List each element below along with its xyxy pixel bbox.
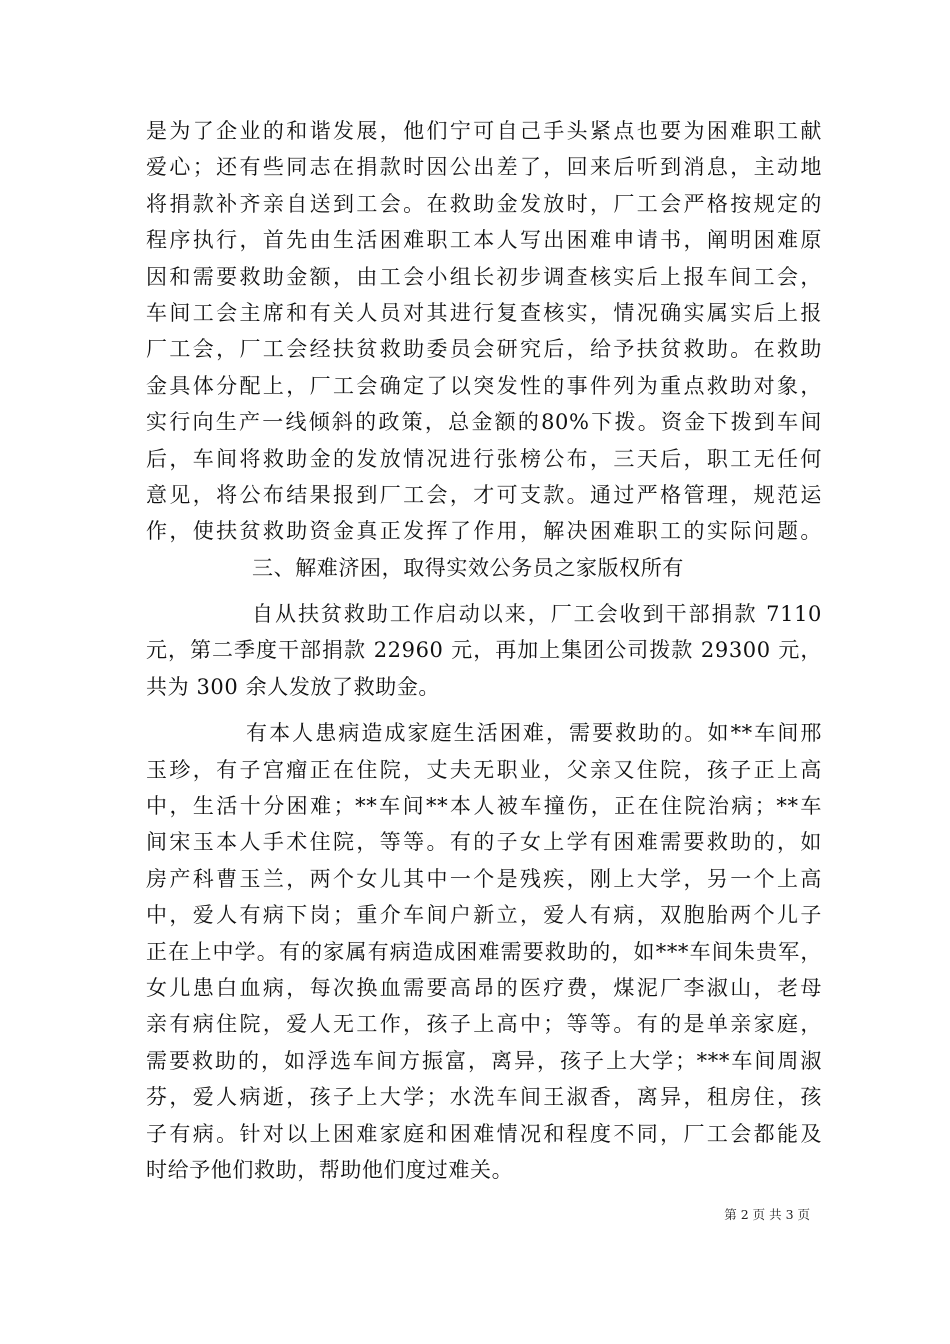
text-line: 后，车间将救助金的发放情况进行张榜公布，三天后，职工无任何	[146, 446, 822, 471]
text-line: 厂工会，厂工会经扶贫救助委员会研究后，给予扶贫救助。在救助	[146, 337, 822, 362]
text-line: 中，爱人有病下岗；重介车间户新立，爱人有病，双胞胎两个儿子	[146, 903, 822, 928]
paragraph-gap	[146, 705, 822, 715]
paragraph-relief-process	[146, 113, 822, 550]
text-line: 子有病。针对以上困难家庭和困难情况和程度不同，厂工会都能及	[146, 1121, 822, 1146]
text-line: 程序执行，首先由生活困难职工本人写出困难申请书，阐明困难原	[146, 228, 822, 253]
paragraph-gap	[146, 586, 822, 596]
text-line: 爱心；还有些同志在捐款时因公出差了，回来后听到消息，主动地	[146, 155, 822, 180]
section-heading	[146, 550, 822, 586]
section-heading-text: 三、解难济困，取得实效公务员之家版权所有	[252, 555, 684, 580]
text-line: 房产科曹玉兰，两个女儿其中一个是残疾，刚上大学，另一个上高	[146, 866, 822, 891]
text-line: 将捐款补齐亲自送到工会。在救助金发放时，厂工会严格按规定的	[146, 191, 822, 216]
text-line: 中，生活十分困难；**车间**本人被车撞伤，正在住院治病；**车	[146, 794, 822, 819]
text-line: 元，第二季度干部捐款 22960 元，再加上集团公司拨款 29300 元，	[146, 638, 822, 663]
text-line: 作，使扶贫救助资金真正发挥了作用，解决困难职工的实际问题。	[146, 519, 822, 544]
text-line: 意见，将公布结果报到厂工会，才可支款。通过严格管理，规范运	[146, 482, 822, 507]
text-line: 车间工会主席和有关人员对其进行复查核实，情况确实属实后上报	[146, 300, 822, 325]
text-line: 亲有病住院，爱人无工作，孩子上高中；等等。有的是单亲家庭，	[146, 1012, 822, 1037]
text-line: 芬，爱人病逝，孩子上大学；水洗车间王淑香，离异，租房住，孩	[146, 1085, 822, 1110]
text-line: 自从扶贫救助工作启动以来，厂工会收到干部捐款 7110	[252, 602, 822, 627]
text-line: 是为了企业的和谐发展，他们宁可自己手头紧点也要为困难职工献	[146, 119, 822, 143]
page-number-footer: 第 2 页 共 3 页	[724, 1207, 810, 1222]
text-line: 女儿患白血病，每次换血需要高昂的医疗费，煤泥厂李淑山，老母	[146, 975, 822, 1000]
text-line: 玉珍，有子宫瘤正在住院，丈夫无职业，父亲又住院，孩子正上高	[146, 757, 822, 782]
text-line: 因和需要救助金额，由工会小组长初步调查核实后上报车间工会，	[146, 264, 822, 289]
text-line: 共为 300 余人发放了救助金。	[146, 674, 441, 699]
text-line: 实行向生产一线倾斜的政策，总金额的80%下拨。资金下拨到车间	[146, 410, 822, 435]
text-line: 间宋玉本人手术住院，等等。有的子女上学有困难需要救助的，如	[146, 830, 822, 855]
text-line: 时给予他们救助，帮助他们度过难关。	[146, 1157, 514, 1182]
text-line: 金具体分配上，厂工会确定了以突发性的事件列为重点救助对象，	[146, 373, 822, 398]
document-body	[146, 113, 822, 1188]
text-line: 需要救助的，如浮选车间方振富，离异，孩子上大学；***车间周淑	[146, 1048, 822, 1073]
paragraph-donations	[146, 596, 822, 705]
text-line: 有本人患病造成家庭生活困难，需要救助的。如**车间邢	[246, 721, 822, 746]
paragraph-cases	[146, 715, 822, 1188]
text-line: 正在上中学。有的家属有病造成困难需要救助的，如***车间朱贵军，	[146, 939, 822, 964]
